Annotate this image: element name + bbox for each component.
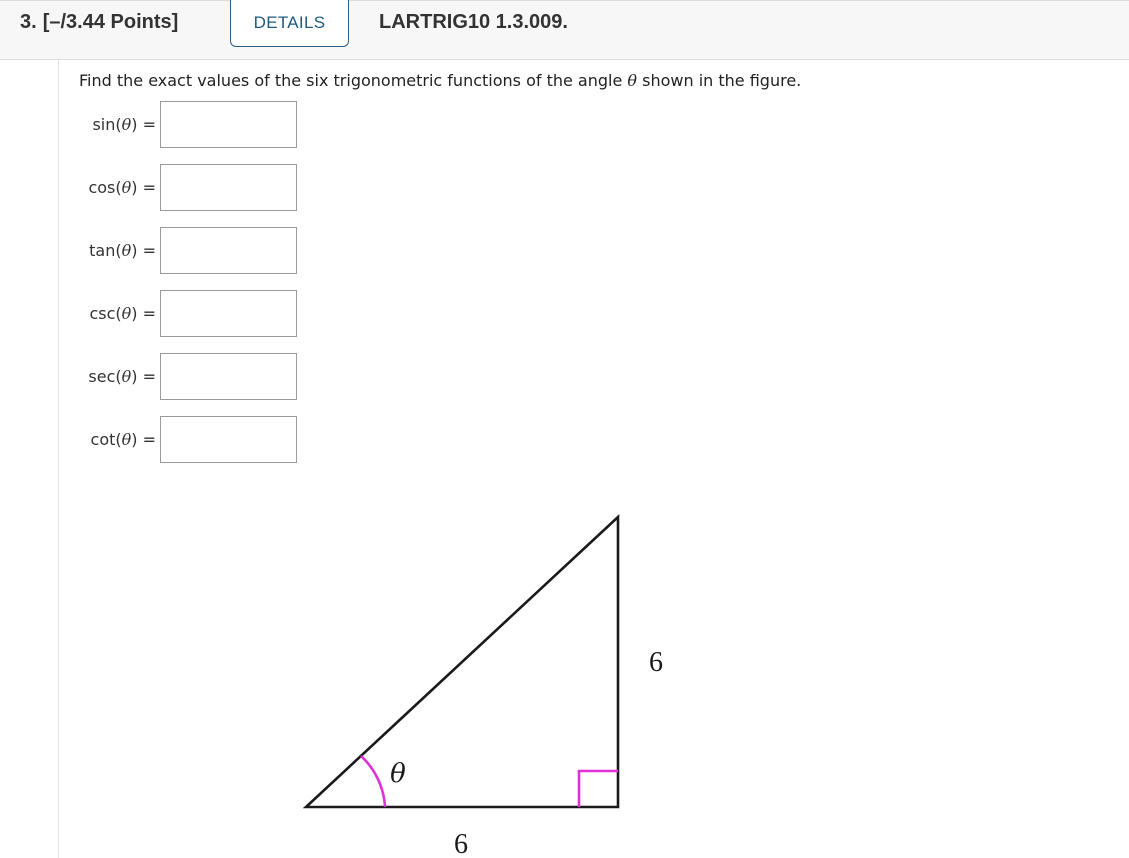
function-label-sin: sin(θ) = bbox=[92, 115, 156, 134]
function-label-cot: cot(θ) = bbox=[90, 430, 156, 449]
cos-answer-input[interactable] bbox=[160, 164, 297, 211]
function-label-tan: tan(θ) = bbox=[89, 241, 156, 260]
question-number-and-points bbox=[20, 11, 178, 34]
angle-arc bbox=[361, 756, 385, 807]
right-angle-marker bbox=[579, 771, 618, 807]
points-indicator: [–/3.44 Points] bbox=[42, 11, 179, 33]
sec-answer-input[interactable] bbox=[160, 353, 297, 400]
function-label-sec: sec(θ) = bbox=[88, 367, 156, 386]
question-header bbox=[0, 0, 1129, 60]
sin-answer-input[interactable] bbox=[160, 101, 297, 148]
vertical-side-label: 6 bbox=[649, 647, 663, 678]
csc-answer-input[interactable] bbox=[160, 290, 297, 337]
function-label-csc: csc(θ) = bbox=[89, 304, 156, 323]
question-number: 3. bbox=[20, 11, 37, 33]
question-instruction: Find the exact values of the six trigonometric functions of the angle θ shown in the figure. bbox=[79, 71, 802, 90]
angle-theta-label: θ bbox=[390, 759, 406, 789]
horizontal-side-label: 6 bbox=[454, 829, 468, 858]
right-triangle bbox=[306, 517, 618, 807]
triangle-figure bbox=[290, 505, 690, 858]
theta-symbol: θ bbox=[627, 71, 638, 90]
tan-answer-input[interactable] bbox=[160, 227, 297, 274]
details-button[interactable]: DETAILS bbox=[230, 0, 349, 47]
cot-answer-input[interactable] bbox=[160, 416, 297, 463]
problem-id: LARTRIG10 1.3.009. bbox=[379, 11, 568, 33]
function-label-cos: cos(θ) = bbox=[88, 178, 156, 197]
